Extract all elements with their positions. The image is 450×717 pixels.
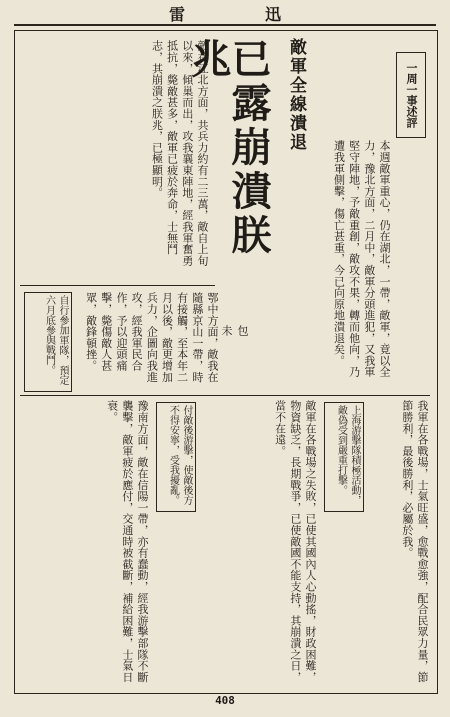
divider-2 [20,395,430,396]
sidebar-box-2: 付敵後游擊，使敵後方不得安寧，受我擾亂。 [156,402,196,512]
divider-1 [20,285,215,286]
sidebar-box-3: 上海游擊隊積極活動，敵偽受到嚴重打擊。 [324,402,364,512]
article-subtitle: 敵軍全線潰退 [286,38,306,152]
article-author: 包 未 [220,325,249,359]
header-rule [14,24,436,26]
header-right: 雷 [168,4,185,24]
header-left: 迅 [265,4,282,24]
paragraph-5: 敵軍在各戰場之失敗，已使其國內人心動搖，財政困難，物資缺乏，長期戰爭，已使敵國不能支持，其崩潰之日，當不在遠。 [273,400,317,683]
paragraph-2: 敵在江北方面，共兵力約有二三萬，敵自上旬以來，傾巢而出，攻我襄東陣地，經我軍奮勇抵抗，斃敵甚多，敵軍已疲於奔命，士無鬥志，其崩潰之朕兆，已極顯明。 [150,40,209,266]
article-title: 已露崩潰朕兆 [185,38,272,258]
paragraph-3: 鄂中方面，敵我在隨縣京山一帶，時有接觸，至本年二月以後，敵更增加兵力，企圖向我進攻，經我軍民合作，予以迎頭痛擊，斃傷敵人甚眾，敵鋒頓挫。 [84,292,219,383]
column-badge: 一周一事述評 [396,52,426,138]
sidebar-box-1: 自行參加軍隊，預定六月底參與戰鬥。 [24,292,72,392]
paragraph-1: 本週敵軍重心，仍在湖北，一帶，敵軍，竟以全力，豫北方面，二月中，敵軍分頭進犯，又我軍堅守陣地，予敵重創，敵攻不果，轉而他向，乃遭我軍側擊，傷亡甚重，今已向原地潰退矣。 [332,140,391,378]
page-header [14,2,436,24]
paragraph-4: 豫南方面，敵在信陽一帶，亦有蠢動，經我游擊部隊不斷襲擊，敵軍疲於應付，交通時被截斷，補給困難，士氣日衰。 [105,400,149,683]
paragraph-6: 我軍在各戰場，士氣旺盛，愈戰愈強，配合民眾力量，節節勝利，最後勝利，必屬於我。 [400,400,429,683]
page-number: 408 [215,694,235,707]
